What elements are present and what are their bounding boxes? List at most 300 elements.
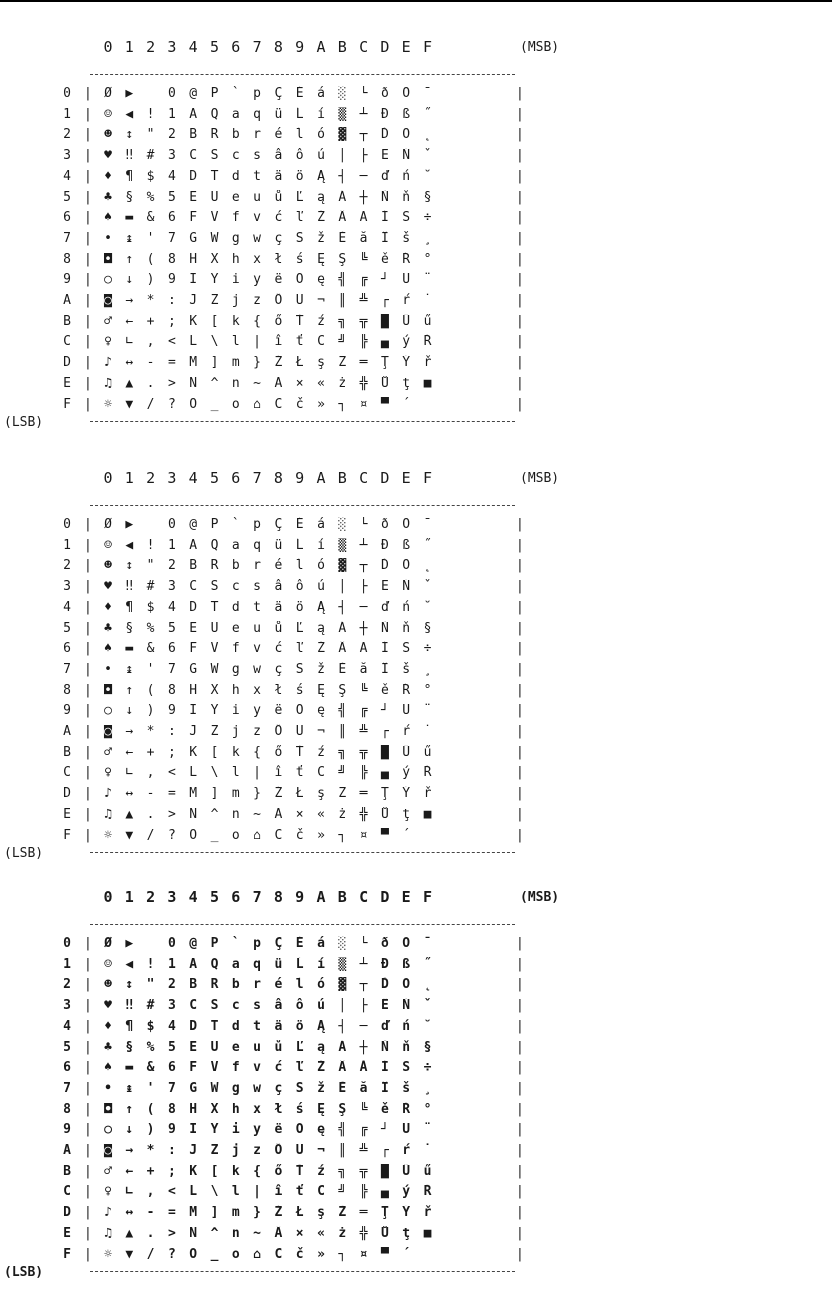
row-label: 1 <box>63 956 71 972</box>
char-cell: ň <box>402 1039 411 1055</box>
char-cell: Ă <box>359 1060 368 1076</box>
row-bar-right: | <box>516 579 524 595</box>
row-bar-left: | <box>84 230 92 246</box>
row-bar-right: | <box>516 1039 524 1055</box>
char-cell: é <box>274 127 283 143</box>
char-cell: s <box>253 148 261 164</box>
char-cell: ď <box>380 168 389 184</box>
char-cell: Ĺ <box>295 106 304 122</box>
char-cell: i <box>231 703 240 719</box>
char-cell: ď <box>380 1018 389 1034</box>
char-cell: ! <box>146 956 155 972</box>
char-cell: $ <box>146 1018 155 1034</box>
char-cell: ˝ <box>423 956 432 972</box>
row-bar-left: | <box>84 1018 92 1034</box>
char-cell: ⌂ <box>253 1246 261 1262</box>
char-cell: - <box>146 1205 155 1221</box>
char-cell: ♀ <box>104 765 112 781</box>
char-cell: ╣ <box>338 703 347 719</box>
row-bar-left: | <box>84 1039 92 1055</box>
row-bar-right: | <box>516 936 524 951</box>
char-cell: s <box>253 998 261 1014</box>
char-cell <box>141 86 161 101</box>
char-cell: ť <box>295 1184 304 1200</box>
char-cell <box>418 397 438 412</box>
char-cell: ═ <box>359 786 368 802</box>
char-cell: Â <box>338 1060 347 1076</box>
row-bar-left: | <box>84 558 92 574</box>
column-label: 0 <box>103 469 113 487</box>
char-cell: Ć <box>274 1246 283 1262</box>
char-cell: ż <box>338 375 347 391</box>
char-cell: Â <box>338 210 347 226</box>
char-cell: • <box>104 661 112 677</box>
char-cell: ` <box>231 517 240 532</box>
char-cell: Í <box>380 1060 389 1076</box>
char-cell: ▲ <box>125 375 134 391</box>
char-cell: ┤ <box>338 599 347 615</box>
table-3 <box>0 888 832 1288</box>
char-cell: ) <box>146 703 155 719</box>
char-cell: Ä <box>274 806 283 822</box>
char-cell: • <box>104 1080 112 1096</box>
char-cell: Ţ <box>380 1205 389 1221</box>
char-cell: ╦ <box>359 313 368 329</box>
char-cell: Ű <box>402 1163 411 1179</box>
char-cell: : <box>167 724 176 739</box>
char-cell: R <box>210 127 219 143</box>
char-cell: š <box>402 230 411 246</box>
char-cell: i <box>231 272 240 288</box>
char-cell: Ç <box>274 86 283 101</box>
char-cell: V <box>210 641 219 657</box>
char-cell: ▲ <box>125 806 134 822</box>
char-cell: - <box>146 355 155 371</box>
char-cell: ˛ <box>423 977 432 993</box>
char-cell: Ű <box>402 313 411 329</box>
char-cell: ¤ <box>359 827 368 843</box>
char-cell: í <box>317 956 325 972</box>
char-cell: d <box>231 1018 240 1034</box>
row-bar-right: | <box>516 1225 524 1241</box>
char-cell: ť <box>295 765 304 781</box>
row-bar-right: | <box>516 1060 524 1076</box>
char-cell: | <box>253 334 261 350</box>
char-cell: m <box>231 1205 240 1221</box>
char-cell: ┌ <box>380 724 389 739</box>
char-cell: č <box>295 396 304 412</box>
char-cell: i <box>231 1122 240 1138</box>
char-cell: ┐ <box>338 827 347 843</box>
char-cell: ě <box>380 682 389 698</box>
char-cell: j <box>231 1143 240 1158</box>
char-cell: D <box>189 1018 198 1034</box>
char-cell: ▄ <box>380 334 389 350</box>
char-cell: ; <box>167 313 176 329</box>
char-cell: ' <box>146 661 155 677</box>
column-label: C <box>359 469 369 487</box>
char-cell <box>141 517 161 532</box>
row-label: 3 <box>63 148 71 164</box>
char-cell: ţ <box>402 806 411 822</box>
char-cell: Ú <box>402 272 411 288</box>
char-cell: ╗ <box>338 1163 347 1179</box>
char-cell: ▬ <box>125 1060 134 1076</box>
char-cell: g <box>231 1080 240 1096</box>
char-cell: T <box>210 168 219 184</box>
char-cell: ? <box>167 396 176 412</box>
row-bar-left: | <box>84 86 92 101</box>
char-cell: Č <box>317 1184 325 1200</box>
char-cell: F <box>189 1060 198 1076</box>
char-cell: Ď <box>380 977 389 993</box>
char-cell: ý <box>402 334 411 350</box>
char-cell: Ë <box>380 579 389 595</box>
char-cell: Ĺ <box>295 537 304 553</box>
char-cell: ŕ <box>402 293 411 308</box>
column-label: 2 <box>146 469 156 487</box>
char-cell: ˝ <box>423 537 432 553</box>
char-cell: Ś <box>295 230 304 246</box>
char-cell: Đ <box>380 106 389 122</box>
char-cell: = <box>167 355 176 371</box>
char-cell: Ň <box>380 620 389 636</box>
char-cell: J <box>189 724 198 739</box>
char-cell: D <box>189 599 198 615</box>
char-cell: W <box>210 661 219 677</box>
char-cell: Y <box>210 272 219 288</box>
char-cell: ☻ <box>104 127 112 143</box>
char-cell: I <box>189 1122 198 1138</box>
char-cell: O <box>189 396 198 412</box>
char-cell: 8 <box>167 682 176 698</box>
char-cell: ♪ <box>104 355 112 371</box>
char-cell: Ţ <box>380 786 389 802</box>
char-cell: ¸ <box>423 230 432 246</box>
char-cell: Z <box>210 1143 219 1158</box>
char-cell: L <box>189 765 198 781</box>
row-label: F <box>63 396 71 412</box>
char-cell: S <box>210 998 219 1014</box>
char-cell: ů <box>274 189 283 205</box>
char-cell: ♂ <box>104 313 112 329</box>
char-cell: ╬ <box>359 375 368 391</box>
char-cell: Ç <box>274 517 283 532</box>
char-cell: × <box>295 806 304 822</box>
char-cell: ▶ <box>125 86 134 101</box>
row-label: 4 <box>63 1018 71 1034</box>
char-cell: ├ <box>359 579 368 595</box>
row-bar-right: | <box>516 537 524 553</box>
row-bar-right: | <box>516 168 524 184</box>
char-cell: Í <box>380 210 389 226</box>
row-bar-left: | <box>84 168 92 184</box>
char-cell: F <box>189 641 198 657</box>
char-cell: Ø <box>104 86 112 101</box>
char-cell: ¸ <box>423 1080 432 1096</box>
char-cell: ╦ <box>359 744 368 760</box>
char-cell: ď <box>380 599 389 615</box>
char-cell: C <box>189 148 198 164</box>
row-bar-left: | <box>84 517 92 532</box>
char-cell: Ö <box>295 1122 304 1138</box>
char-cell: ╣ <box>338 272 347 288</box>
char-cell: r <box>253 977 261 993</box>
char-cell: ☻ <box>104 558 112 574</box>
char-cell: c <box>231 148 240 164</box>
char-cell: ą <box>317 1039 325 1055</box>
char-cell: Á <box>338 189 347 205</box>
char-cell: ž <box>317 661 325 677</box>
char-cell: ˙ <box>423 293 432 308</box>
char-cell: Ş <box>338 251 347 267</box>
char-cell: ! <box>146 106 155 122</box>
char-cell: ‼ <box>125 998 134 1014</box>
char-cell: ╬ <box>359 806 368 822</box>
char-cell: é <box>274 977 283 993</box>
char-cell: = <box>167 1205 176 1221</box>
char-cell: b <box>231 977 240 993</box>
char-cell: ¤ <box>359 1246 368 1262</box>
char-cell: ` <box>231 86 240 101</box>
char-cell: h <box>231 251 240 267</box>
row-label: 0 <box>63 936 71 951</box>
row-label: 8 <box>63 1101 71 1117</box>
char-cell: O <box>189 1246 198 1262</box>
char-cell: ~ <box>253 375 261 391</box>
char-cell: v <box>253 641 261 657</box>
row-bar-right: | <box>516 1163 524 1179</box>
char-cell: ▄ <box>380 765 389 781</box>
char-cell: ↨ <box>125 661 134 677</box>
row-bar-left: | <box>84 620 92 636</box>
char-cell: 3 <box>167 998 176 1014</box>
char-cell: ◘ <box>104 251 112 267</box>
char-cell: ♀ <box>104 334 112 350</box>
char-cell: X <box>210 682 219 698</box>
column-label: B <box>337 888 347 906</box>
char-cell: ┴ <box>359 956 368 972</box>
char-cell: S <box>210 148 219 164</box>
char-cell: B <box>189 127 198 143</box>
char-cell: q <box>253 106 261 122</box>
char-cell: , <box>146 1184 155 1200</box>
column-label: 4 <box>188 888 198 906</box>
char-cell: ő <box>274 313 283 329</box>
char-cell: ( <box>146 682 155 698</box>
row-bar-left: | <box>84 1122 92 1138</box>
char-cell: ś <box>295 251 304 267</box>
char-cell: a <box>231 537 240 553</box>
char-cell: ś <box>295 1101 304 1117</box>
char-cell: $ <box>146 168 155 184</box>
char-cell: ⌂ <box>253 396 261 412</box>
char-cell: o <box>231 396 240 412</box>
char-cell: ┬ <box>359 127 368 143</box>
char-cell: ˝ <box>423 106 432 122</box>
char-cell: ╦ <box>359 1163 368 1179</box>
char-cell: % <box>146 1039 155 1055</box>
char-cell: ž <box>317 230 325 246</box>
char-cell: " <box>146 127 155 143</box>
char-cell: ↑ <box>125 251 134 267</box>
char-cell: u <box>253 620 261 636</box>
row-bar-right: | <box>516 375 524 391</box>
row-bar-left: | <box>84 765 92 781</box>
char-cell: ľ <box>295 641 304 657</box>
char-cell: A <box>189 106 198 122</box>
char-cell: ↑ <box>125 682 134 698</box>
char-cell: Đ <box>380 537 389 553</box>
char-cell: ← <box>125 313 134 329</box>
char-cell: ~ <box>253 1225 261 1241</box>
char-cell: a <box>231 956 240 972</box>
char-cell: Ň <box>380 189 389 205</box>
char-cell: & <box>146 641 155 657</box>
char-cell: \ <box>210 765 219 781</box>
char-cell: ˙ <box>423 724 432 739</box>
char-cell: Ô <box>402 558 411 574</box>
char-cell: ╔ <box>359 703 368 719</box>
char-cell: Ę <box>317 682 325 698</box>
char-cell: 7 <box>167 661 176 677</box>
char-cell: Ø <box>104 517 112 532</box>
row-label: A <box>63 1143 71 1158</box>
char-cell: Ć <box>274 396 283 412</box>
row-bar-right: | <box>516 1205 524 1221</box>
row-bar-left: | <box>84 334 92 350</box>
row-bar-left: | <box>84 703 92 719</box>
char-cell: ↔ <box>125 355 134 371</box>
char-cell: → <box>125 293 134 308</box>
char-cell: ź <box>317 744 325 760</box>
char-cell: L <box>189 1184 198 1200</box>
char-cell: ↨ <box>125 230 134 246</box>
char-cell: • <box>104 230 112 246</box>
char-cell: ` <box>231 936 240 951</box>
char-cell: } <box>253 786 261 802</box>
char-cell: ú <box>317 148 325 164</box>
char-cell: ü <box>274 537 283 553</box>
char-cell: Ń <box>402 148 411 164</box>
char-cell: Č <box>317 765 325 781</box>
row-bar-left: | <box>84 827 92 843</box>
char-cell: C <box>189 579 198 595</box>
char-cell: 4 <box>167 168 176 184</box>
char-cell: 6 <box>167 1060 176 1076</box>
char-cell: < <box>167 1184 176 1200</box>
char-cell: ] <box>210 1205 219 1221</box>
char-cell: Ń <box>402 998 411 1014</box>
row-bar-right: | <box>516 355 524 371</box>
char-cell: ĺ <box>295 127 304 143</box>
char-cell: r <box>253 558 261 574</box>
char-cell: < <box>167 765 176 781</box>
char-cell: ▒ <box>338 956 347 972</box>
row-bar-right: | <box>516 334 524 350</box>
char-cell: ˘ <box>423 599 432 615</box>
char-cell: ˛ <box>423 127 432 143</box>
char-cell: . <box>146 806 155 822</box>
char-cell: ♫ <box>104 806 112 822</box>
row-bar-right: | <box>516 1101 524 1117</box>
char-cell: ╩ <box>359 724 368 739</box>
char-cell: n <box>231 375 240 391</box>
char-cell: k <box>231 313 240 329</box>
row-bar-left: | <box>84 1225 92 1241</box>
char-cell: ç <box>274 661 283 677</box>
char-cell: # <box>146 148 155 164</box>
column-label: 6 <box>231 38 241 56</box>
char-cell: Ž <box>317 1060 325 1076</box>
char-cell: Ü <box>295 724 304 739</box>
char-cell: ! <box>146 537 155 553</box>
char-cell: [ <box>210 1163 219 1179</box>
char-cell: Š <box>402 210 411 226</box>
header-rule <box>90 74 515 75</box>
row-bar-left: | <box>84 1163 92 1179</box>
char-cell: Ź <box>274 355 283 371</box>
char-cell: m <box>231 786 240 802</box>
char-cell: ╠ <box>359 1184 368 1200</box>
char-cell: b <box>231 127 240 143</box>
row-bar-right: | <box>516 517 524 532</box>
char-cell: ─ <box>359 599 368 615</box>
char-cell: ▓ <box>338 127 347 143</box>
char-cell: ⌂ <box>253 827 261 843</box>
char-cell <box>418 828 438 843</box>
char-cell: j <box>231 724 240 739</box>
lsb-label: (LSB) <box>4 1264 44 1280</box>
char-cell: ┘ <box>380 703 389 719</box>
row-bar-right: | <box>516 661 524 677</box>
char-cell: Ä <box>274 375 283 391</box>
char-cell: Ŕ <box>402 1101 411 1117</box>
row-bar-left: | <box>84 396 92 412</box>
char-cell: ü <box>274 106 283 122</box>
char-cell: V <box>210 210 219 226</box>
row-bar-left: | <box>84 806 92 822</box>
char-cell: ↕ <box>125 558 134 574</box>
char-cell: 9 <box>167 272 176 288</box>
row-bar-right: | <box>516 1122 524 1138</box>
char-cell: ' <box>146 1080 155 1096</box>
char-cell: _ <box>210 827 219 843</box>
char-cell: h <box>231 682 240 698</box>
char-cell: ◙ <box>104 293 112 308</box>
char-cell: k <box>231 1163 240 1179</box>
char-cell: ♫ <box>104 1225 112 1241</box>
char-cell: ¬ <box>317 724 325 739</box>
char-cell: 7 <box>167 1080 176 1096</box>
char-cell: ├ <box>359 148 368 164</box>
char-cell: █ <box>380 744 389 760</box>
char-cell: X <box>210 1101 219 1117</box>
row-bar-left: | <box>84 355 92 371</box>
char-cell: l <box>231 765 240 781</box>
char-cell: ░ <box>338 936 347 951</box>
char-cell: ┘ <box>380 272 389 288</box>
char-cell: ř <box>423 355 432 371</box>
char-cell: ĺ <box>295 977 304 993</box>
char-cell: ╩ <box>359 1143 368 1158</box>
char-cell: ţ <box>402 1225 411 1241</box>
row-label: C <box>63 1184 71 1200</box>
char-cell: G <box>189 661 198 677</box>
char-cell: č <box>295 1246 304 1262</box>
char-cell: > <box>167 1225 176 1241</box>
row-bar-left: | <box>84 106 92 122</box>
